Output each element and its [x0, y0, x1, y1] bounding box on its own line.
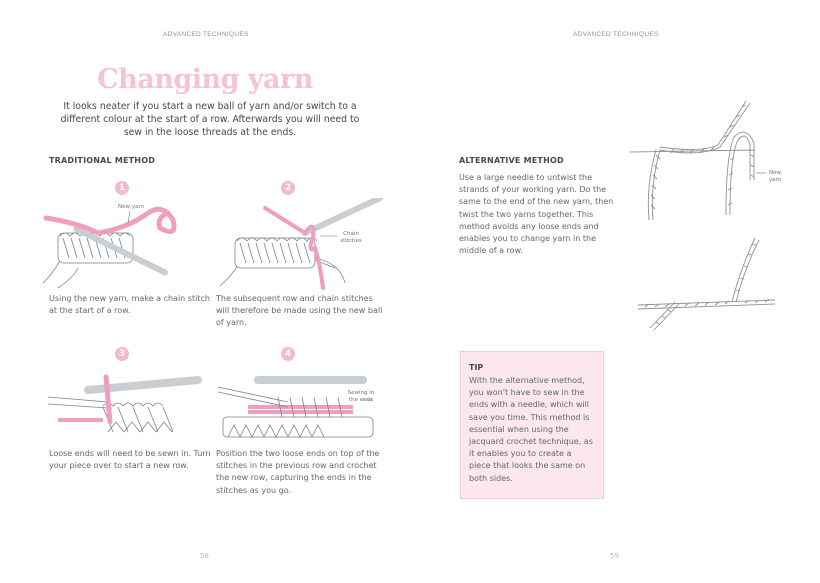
alternative-method-body: Use a large needle to untwist the strands of your working yarn. Do the same to the end of the new yarn, then twist the two yarns together. This method avoids any loose ends and enables you to change yarn in the middle of a row.: [459, 173, 614, 256]
twisted-yarn-illustration-top: [620, 95, 800, 225]
intro-text: It looks neater if you start a new ball of yarn and/or switch to a different colour at the start of a row. Afterwards you will need to sew in the loose threads at the ends.: [60, 101, 360, 138]
step-4-caption: Position the two loose ends on top of the stitches in the previous row and crochet the new row, capturing the ends in the stitches as you go.: [216, 449, 380, 495]
label-sewing-in-ends: Sewing in the ends: [347, 390, 375, 403]
tip-body: With the alternative method, you won't have to sew in the ends with a needle, which will save you time. This method is essential when using the jacquard crochet technique, as it enables you to create a piece that looks the same on both sides.: [469, 376, 593, 483]
page-title: Changing yarn: [97, 64, 313, 95]
running-head: ADVANCED TECHNIQUES: [163, 31, 249, 38]
section-title-alternative: ALTERNATIVE METHOD: [459, 156, 564, 165]
tip-box: [460, 351, 604, 499]
step-1-caption: Using the new yarn, make a chain stitch at the start of a row.: [49, 294, 210, 316]
step-2-illustration: [215, 198, 385, 293]
tip-title: TIP: [469, 363, 484, 372]
right-page: [410, 0, 820, 583]
page-number: 58: [200, 552, 209, 560]
step-1-illustration: [38, 198, 208, 293]
step-3-illustration: [48, 362, 218, 442]
step-number-badge: 2: [281, 181, 295, 195]
section-title-traditional: TRADITIONAL METHOD: [49, 156, 156, 165]
running-head: ADVANCED TECHNIQUES: [573, 31, 659, 38]
step-3-caption: Loose ends will need to be sewn in. Turn your piece over to start a new row.: [49, 449, 211, 471]
step-number-badge: 3: [115, 347, 129, 361]
label-chain-stitches: Chain stitches: [340, 231, 362, 244]
page-number: 59: [610, 552, 619, 560]
step-2-caption: The subsequent row and chain stitches will therefore be made using the new ball of yarn.: [216, 294, 383, 328]
label-new-yarn: New yarn: [118, 204, 145, 210]
step-number-badge: 1: [115, 181, 129, 195]
twisted-yarn-illustration-bottom: [620, 230, 800, 335]
step-number-badge: 4: [281, 347, 295, 361]
label-new-yarn-alt: New yarn: [768, 170, 782, 183]
